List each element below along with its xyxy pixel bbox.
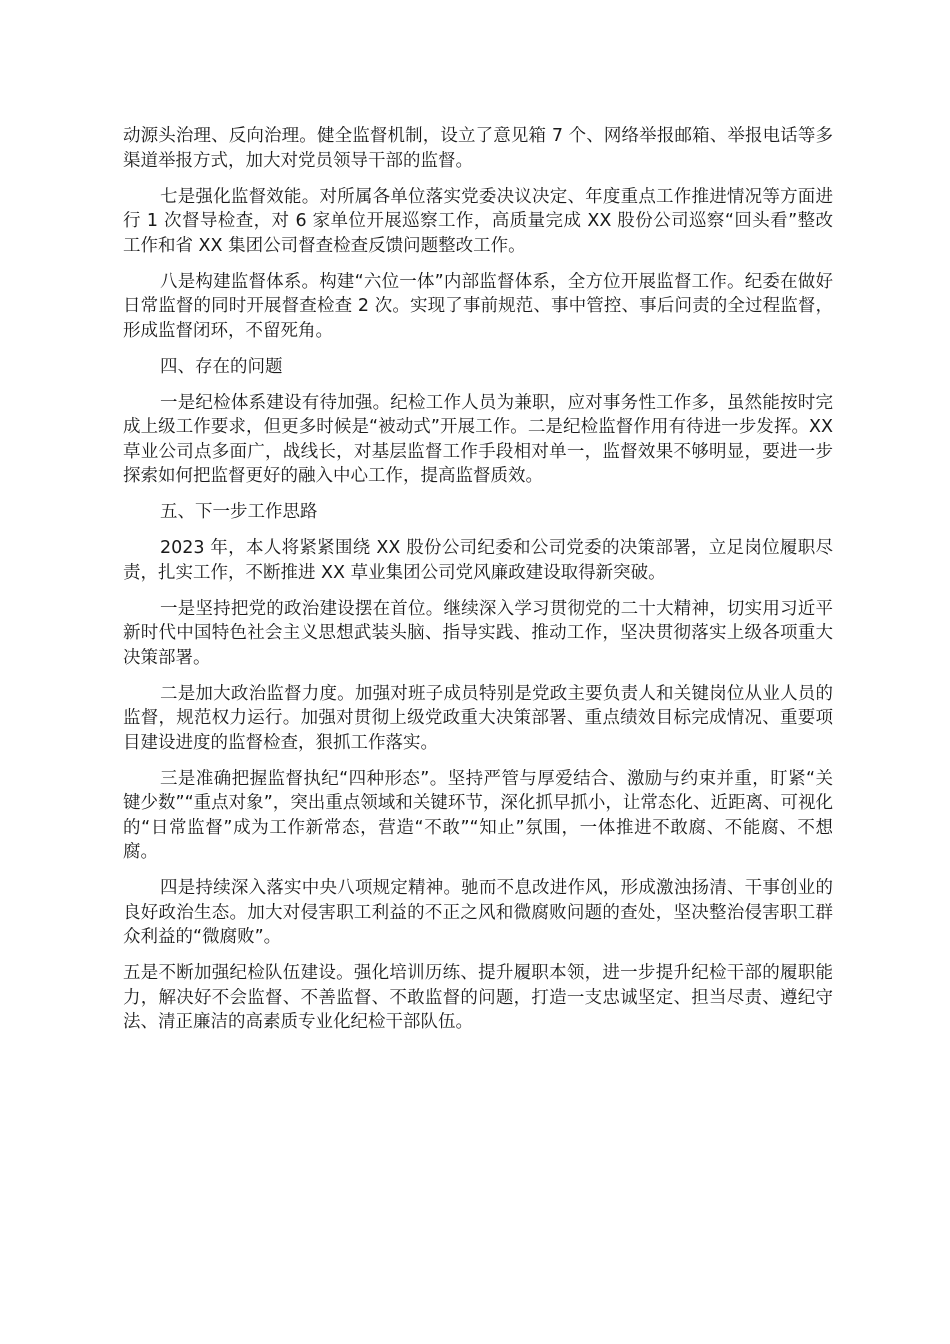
paragraph-item-eight: 八是构建监督体系。构建“六位一体”内部监督体系，全方位开展监督工作。纪委在做好日常监督的同时开展督查检查 2 次。实现了事前规范、事中管控、事后问责的全过程监督，形成监督闭环，不留死角。 bbox=[123, 271, 833, 341]
document-page bbox=[123, 124, 833, 1046]
paragraph-step-five: 五是不断加强纪检队伍建设。强化培训历练、提升履职本领，进一步提升纪检干部的履职能力，解决好不会监督、不善监督、不敢监督的问题，打造一支忠诚坚定、担当尽责、遵纪守法、清正廉洁的高素质专业化纪检干部队伍。 bbox=[123, 963, 833, 1032]
paragraph-step-three: 三是准确把握监督执纪“四种形态”。坚持严管与厚爱结合、激励与约束并重，盯紧“关键少数”“重点对象”，突出重点领域和关键环节，深化抓早抓小，让常态化、近距离、可视化的“日常监督”成为工作新常态，营造“不敢”“知止”氛围，一体推进不敢腐、不能腐、不想腐。 bbox=[123, 768, 833, 862]
paragraph-step-two: 二是加大政治监督力度。加强对班子成员特别是党政主要负责人和关键岗位从业人员的监督，规范权力运行。加强对贯彻上级党政重大决策部署、重点绩效目标完成情况、重要项目建设进度的监督检查，狠抓工作落实。 bbox=[123, 683, 833, 753]
paragraph-step-four: 四是持续深入落实中央八项规定精神。驰而不息改进作风，形成激浊扬清、干事创业的良好政治生态。加大对侵害职工利益的不正之风和微腐败问题的查处，坚决整治侵害职工群众利益的“微腐败”。 bbox=[123, 878, 833, 947]
section-heading-next-steps: 五、下一步工作思路 bbox=[160, 502, 318, 522]
paragraph-item-seven: 七是强化监督效能。对所属各单位落实党委决议决定、年度重点工作推进情况等方面进行 1 次督导检查，对 6 家单位开展巡察工作，高质量完成 XX 股份公司巡察“回头看”整改工作和省 XX 集团公司督查检查反馈问题整改工作。 bbox=[123, 186, 833, 256]
paragraph-plan-2023: 2023 年，本人将紧紧围绕 XX 股份公司纪委和公司党委的决策部署，立足岗位履职尽责，扎实工作，不断推进 XX 草业集团公司党风廉政建设取得新突破。 bbox=[123, 538, 833, 583]
paragraph-problems: 一是纪检体系建设有待加强。纪检工作人员为兼职，应对事务性工作多，虽然能按时完成上级工作要求，但更多时候是“被动式”开展工作。二是纪检监督作用有待进一步发挥。XX 草业公司点多面广，战线长，对基层监督工作手段相对单一，监督效果不够明显，要进一步探索如何把监督更好的融入中心工作，提高监督质效。 bbox=[123, 392, 833, 486]
paragraph-continuation: 动源头治理、反向治理。健全监督机制，设立了意见箱 7 个、网络举报邮箱、举报电话等多渠道举报方式，加大对党员领导干部的监督。 bbox=[123, 126, 833, 171]
section-heading-problems: 四、存在的问题 bbox=[160, 356, 283, 377]
paragraph-step-one: 一是坚持把党的政治建设摆在首位。继续深入学习贯彻党的二十大精神，切实用习近平新时代中国特色社会主义思想武装头脑、指导实践、推动工作，坚决贯彻落实上级各项重大决策部署。 bbox=[123, 598, 833, 668]
